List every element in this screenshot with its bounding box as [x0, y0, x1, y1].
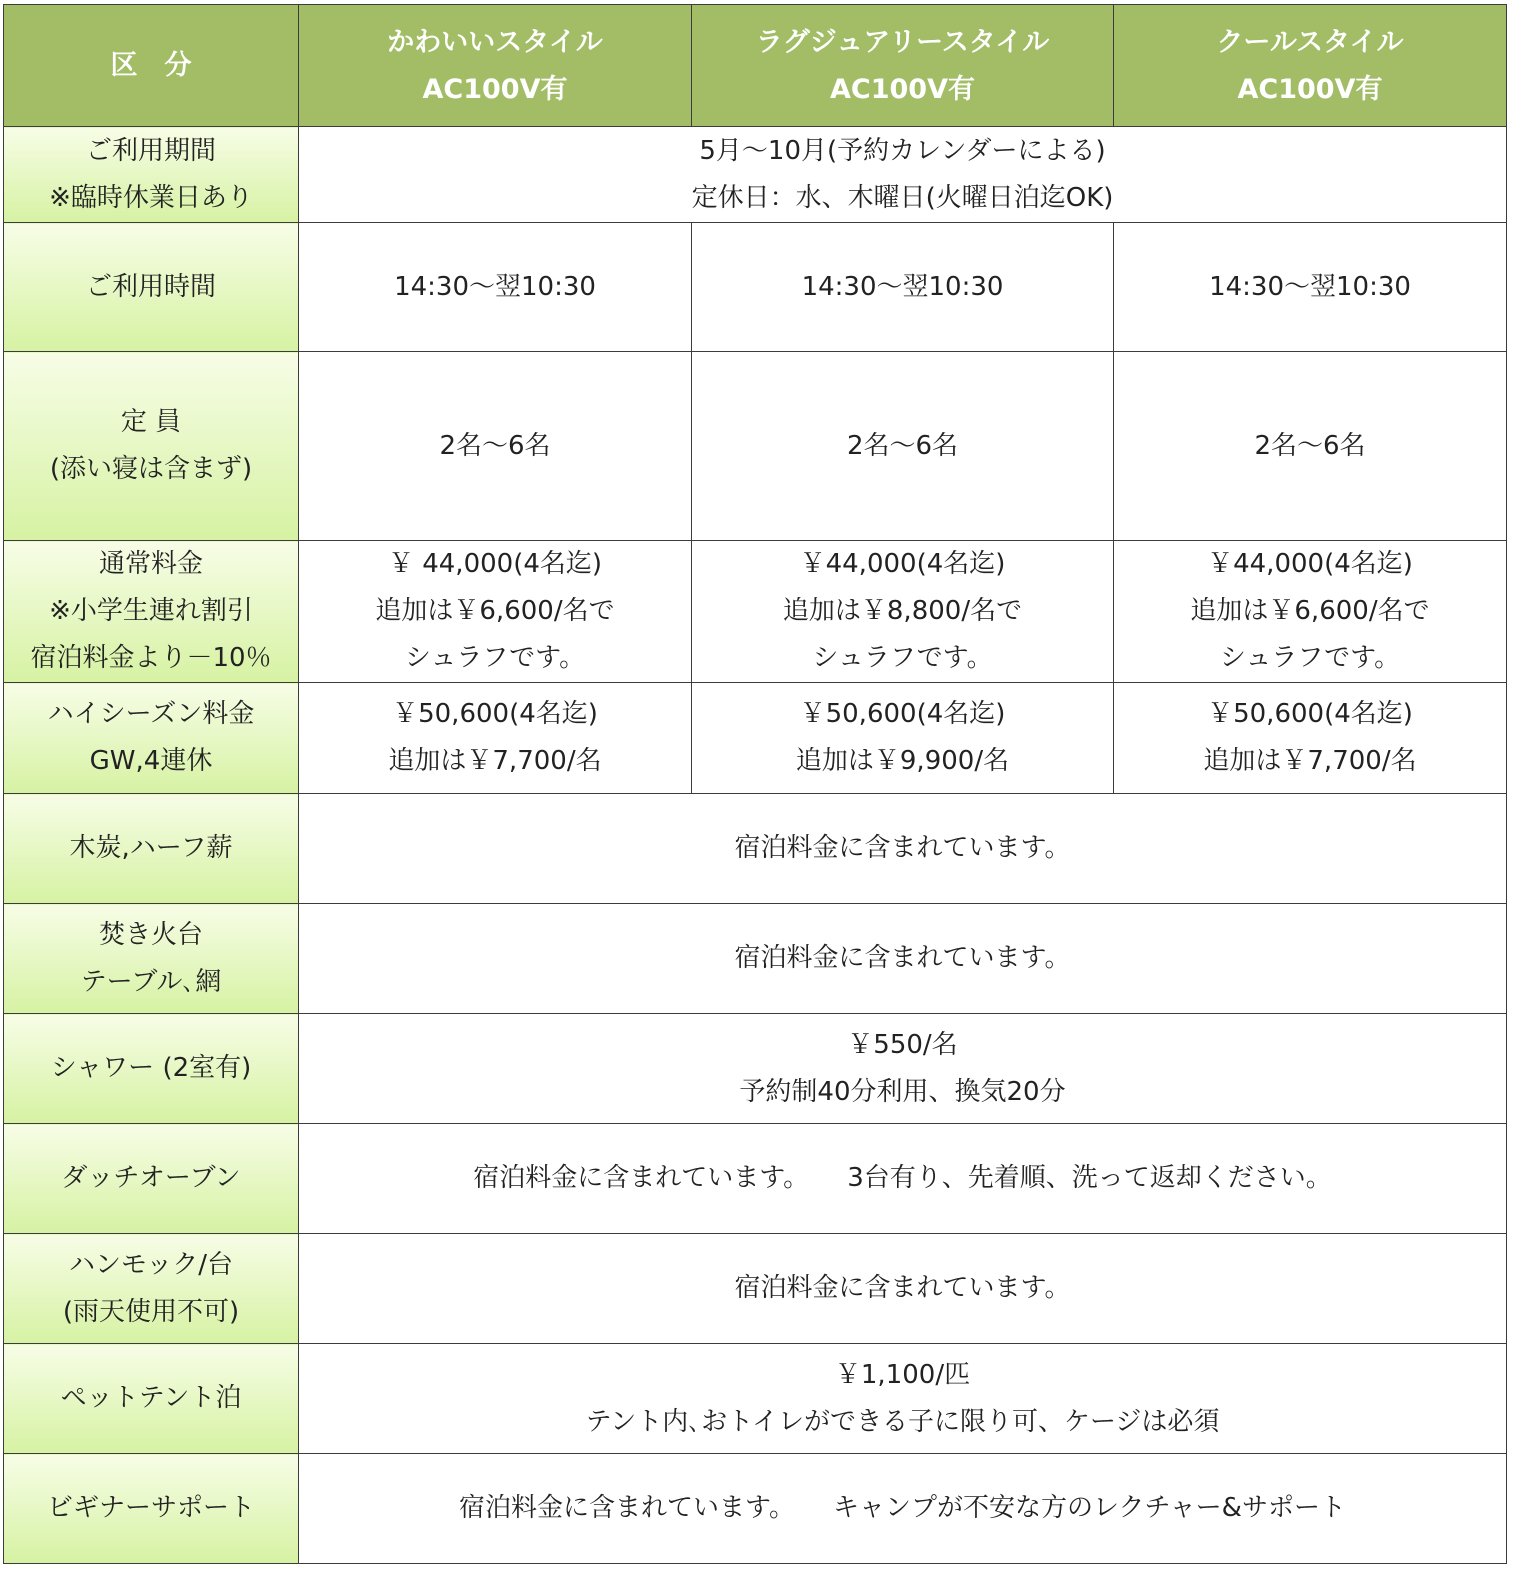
regular-luxury: ￥44,000(4名迄) 追加は￥8,800/名で シュラフです。: [692, 541, 1114, 683]
hammock-value: 宿泊料金に含まれています。: [299, 1234, 1507, 1344]
hours-label: ご利用時間: [4, 223, 299, 352]
header-cool: クールスタイル AC100V有: [1114, 5, 1507, 127]
high-luxury: ￥50,600(4名迄) 追加は￥9,900/名: [692, 683, 1114, 794]
pet-value: ￥1,100/匹 テント内､おトイレができる子に限り可、ケージは必須: [299, 1344, 1507, 1454]
row-dutch-oven: [4, 1124, 1507, 1234]
header-category: 区 分: [4, 5, 299, 127]
high-kawaii: ￥50,600(4名迄) 追加は￥7,700/名: [299, 683, 692, 794]
row-shower: [4, 1014, 1507, 1124]
header-luxury: ラグジュアリースタイル AC100V有: [692, 5, 1114, 127]
pet-label: ペットテント泊: [4, 1344, 299, 1454]
hours-kawaii: 14:30〜翌10:30: [299, 223, 692, 352]
row-hammock: [4, 1234, 1507, 1344]
period-value: 5月〜10月(予約カレンダーによる) 定休日：水、木曜日(火曜日泊迄OK): [299, 127, 1507, 223]
row-capacity: [4, 352, 1507, 541]
beginner-label: ビギナーサポート: [4, 1454, 299, 1564]
high-cool: ￥50,600(4名迄) 追加は￥7,700/名: [1114, 683, 1507, 794]
row-firepit: [4, 904, 1507, 1014]
capacity-cool: 2名〜6名: [1114, 352, 1507, 541]
regular-cool: ￥44,000(4名迄) 追加は￥6,600/名で シュラフです。: [1114, 541, 1507, 683]
pricing-table: [3, 4, 1507, 1564]
beginner-value: 宿泊料金に含まれています。 キャンプが不安な方のレクチャー&サポート: [299, 1454, 1507, 1564]
regular-kawaii: ￥ 44,000(4名迄) 追加は￥6,600/名で シュラフです。: [299, 541, 692, 683]
row-beginner: [4, 1454, 1507, 1564]
shower-value: ￥550/名 予約制40分利用、換気20分: [299, 1014, 1507, 1124]
row-high: [4, 683, 1507, 794]
row-hours: [4, 223, 1507, 352]
high-label: ハイシーズン料金 GW,4連休: [4, 683, 299, 794]
header-row: [4, 5, 1507, 127]
row-regular: [4, 541, 1507, 683]
row-period: [4, 127, 1507, 223]
hours-cool: 14:30〜翌10:30: [1114, 223, 1507, 352]
capacity-kawaii: 2名〜6名: [299, 352, 692, 541]
shower-label: シャワー (2室有): [4, 1014, 299, 1124]
row-charcoal: [4, 794, 1507, 904]
dutch-label: ダッチオーブン: [4, 1124, 299, 1234]
period-label: ご利用期間 ※臨時休業日あり: [4, 127, 299, 223]
firepit-label: 焚き火台 テーブル､網: [4, 904, 299, 1014]
hours-luxury: 14:30〜翌10:30: [692, 223, 1114, 352]
header-kawaii: かわいいスタイル AC100V有: [299, 5, 692, 127]
hammock-label: ハンモック/台 (雨天使用不可): [4, 1234, 299, 1344]
charcoal-label: 木炭,ハーフ薪: [4, 794, 299, 904]
capacity-luxury: 2名〜6名: [692, 352, 1114, 541]
capacity-label: 定 員 (添い寝は含まず): [4, 352, 299, 541]
charcoal-value: 宿泊料金に含まれています。: [299, 794, 1507, 904]
row-pet: [4, 1344, 1507, 1454]
firepit-value: 宿泊料金に含まれています。: [299, 904, 1507, 1014]
dutch-value: 宿泊料金に含まれています。 3台有り、先着順、洗って返却ください。: [299, 1124, 1507, 1234]
regular-label: 通常料金 ※小学生連れ割引 宿泊料金より－10％: [4, 541, 299, 683]
